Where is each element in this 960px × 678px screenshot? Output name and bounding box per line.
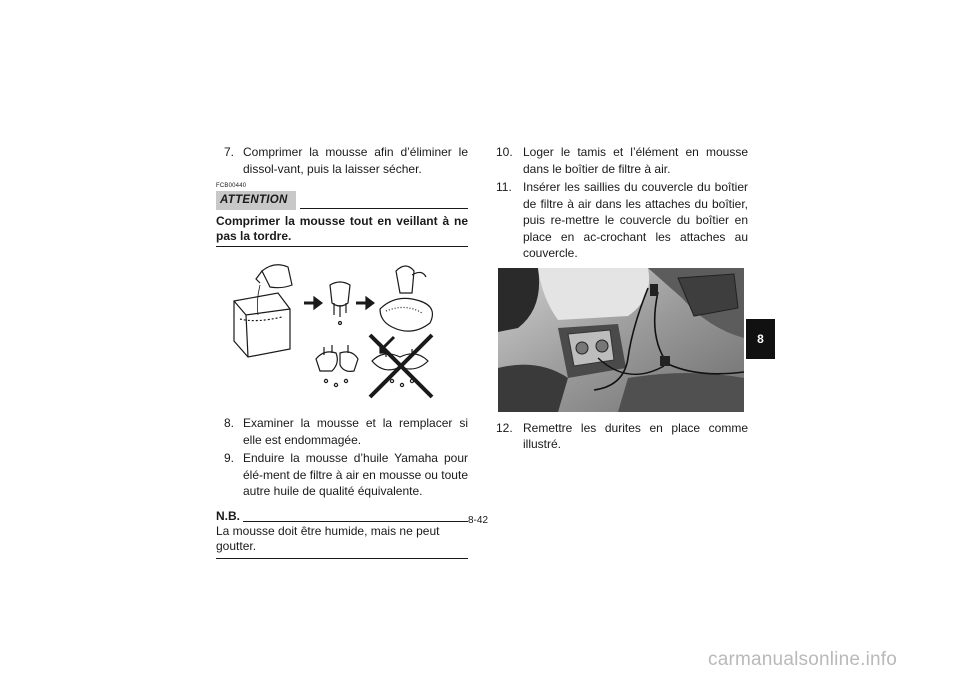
attention-header (216, 191, 468, 210)
step-12 (496, 420, 748, 453)
chapter-tab: 8 (746, 319, 775, 359)
page-number: 8-42 (468, 515, 489, 526)
note-label: N.B. (216, 508, 240, 523)
step-text: Insérer les saillies du couvercle du boîtier de filtre à air dans les attaches du boîtier, puis re-mettre le couvercle du boîtier en place en ac-crochant les attaches au couvercle. (523, 180, 748, 260)
step-10 (496, 144, 748, 177)
step-text: Comprimer la mousse afin d’éliminer le dissol-vant, puis la laisser sécher. (243, 145, 468, 176)
step-11 (496, 179, 748, 262)
step-number: 11. (496, 180, 512, 194)
step-text: Enduire la mousse d’huile Yamaha pour élé-ment de filtre à air en mousse ou toute autre huile de qualité équivalente. (243, 451, 468, 498)
attention-text: Comprimer la mousse tout en veillant à ne pas la tordre. (216, 214, 468, 247)
attention-rule (300, 208, 468, 209)
air-filter-hoses-photo (498, 268, 744, 412)
step-8 (216, 415, 468, 448)
step-9 (216, 450, 468, 500)
step-number: 9. (224, 451, 235, 465)
attention-label: ATTENTION (216, 191, 296, 210)
watermark: carmanualsonline.info (708, 649, 898, 670)
note-rule (243, 521, 468, 522)
step-7 (216, 144, 468, 177)
step-text: Remettre les durites en place comme illustré. (523, 420, 748, 451)
step-number: 8. (224, 416, 235, 430)
step-text: Loger le tamis et l’élément en mousse dans le boîtier de filtre à air. (523, 145, 748, 176)
step-number: 10. (496, 145, 513, 159)
step-number: 7. (224, 145, 235, 159)
reference-code: FCB00440 (216, 183, 247, 189)
right-column (496, 144, 748, 455)
left-column (216, 144, 468, 559)
foam-squeeze-illustration (216, 253, 468, 401)
note-text: La mousse doit être humide, mais ne peut goutter. (216, 524, 468, 559)
step-text: Examiner la mousse et la remplacer si elle est endommagée. (243, 416, 468, 447)
note-header (216, 508, 468, 525)
step-number: 12. (496, 420, 513, 435)
